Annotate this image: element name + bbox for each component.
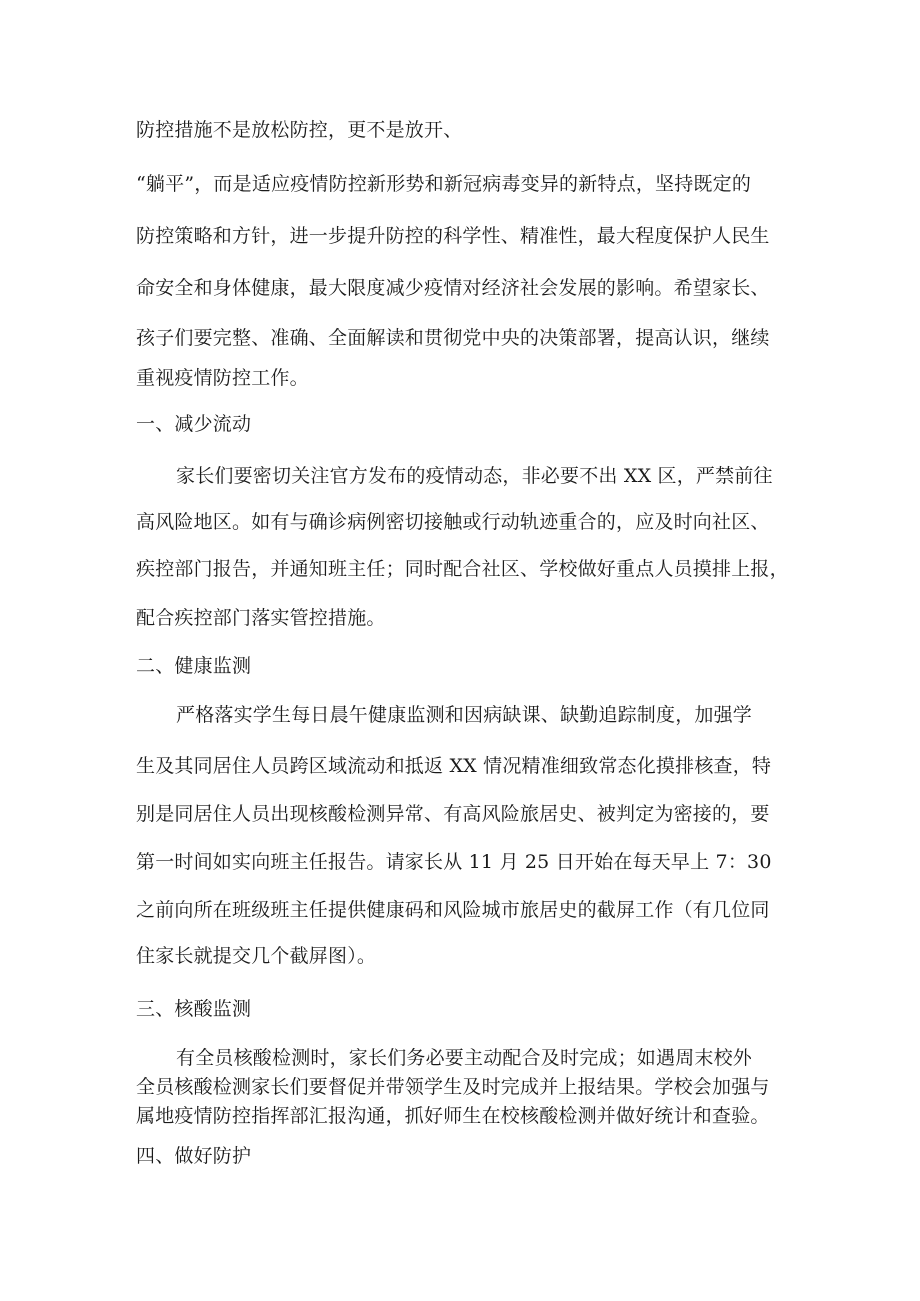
paragraph-line: 孩子们要完整、准确、全面解读和贯彻党中央的决策部署，提高认识，继续 (136, 327, 770, 349)
section-heading-reduce-mobility: 一、减少流动 (136, 413, 252, 435)
paragraph-line: 疾控部门报告，并通知班主任；同时配合社区、学校做好重点人员摸排上报， (136, 558, 789, 580)
paragraph-line: 防控措施不是放松防控，更不是放开、 (136, 119, 463, 141)
paragraph-line: 配合疾控部门落实管控措施。 (136, 607, 386, 629)
section-heading-nucleic-acid-testing: 三、核酸监测 (136, 998, 252, 1020)
paragraph-line: “躺平”，而是适应疫情防控新形势和新冠病毒变异的新特点，坚持既定的 (136, 173, 752, 195)
paragraph-line: 别是同居住人员出现核酸检测异常、有高风险旅居史、被判定为密接的，要 (136, 803, 770, 825)
paragraph-line: 防控策略和方针，进一步提升防控的科学性、精准性，最大程度保护人民生 (136, 225, 770, 247)
paragraph-line: 全员核酸检测家长们要督促并带领学生及时完成并上报结果。学校会加强与 (136, 1076, 770, 1098)
paragraph-line: 属地疫情防控指挥部汇报沟通，抓好师生在校核酸检测并做好统计和查验。 (136, 1105, 770, 1127)
paragraph-line: 有全员核酸检测时，家长们务必要主动配合及时完成；如遇周末校外 (176, 1047, 753, 1069)
paragraph-line: 家长们要密切关注官方发布的疫情动态，非必要不出 XX 区，严禁前往 (176, 465, 773, 487)
paragraph-line: 第一时间如实向班主任报告。请家长从 11 月 25 日开始在每天早上 7：30 (136, 851, 772, 873)
paragraph-line: 严格落实学生每日晨午健康监测和因病缺课、缺勤追踪制度，加强学 (176, 704, 753, 726)
section-heading-health-monitoring: 二、健康监测 (136, 655, 252, 677)
paragraph-line: 生及其同居住人员跨区域流动和抵返 XX 情况精准细致常态化摸排核查，特 (136, 755, 772, 777)
paragraph-line: 住家长就提交几个截屏图）。 (136, 945, 377, 967)
paragraph-line: 命安全和身体健康，最大限度减少疫情对经济社会发展的影响。希望家长、 (136, 277, 770, 299)
paragraph-line: 高风险地区。如有与确诊病例密切接触或行动轨迹重合的，应及时向社区、 (136, 511, 770, 533)
paragraph-line: 重视疫情防控工作。 (136, 367, 309, 389)
paragraph-line: 之前向所在班级班主任提供健康码和风险城市旅居史的截屏工作（有几位同 (136, 899, 770, 921)
section-heading-protection: 四、做好防护 (136, 1145, 252, 1167)
